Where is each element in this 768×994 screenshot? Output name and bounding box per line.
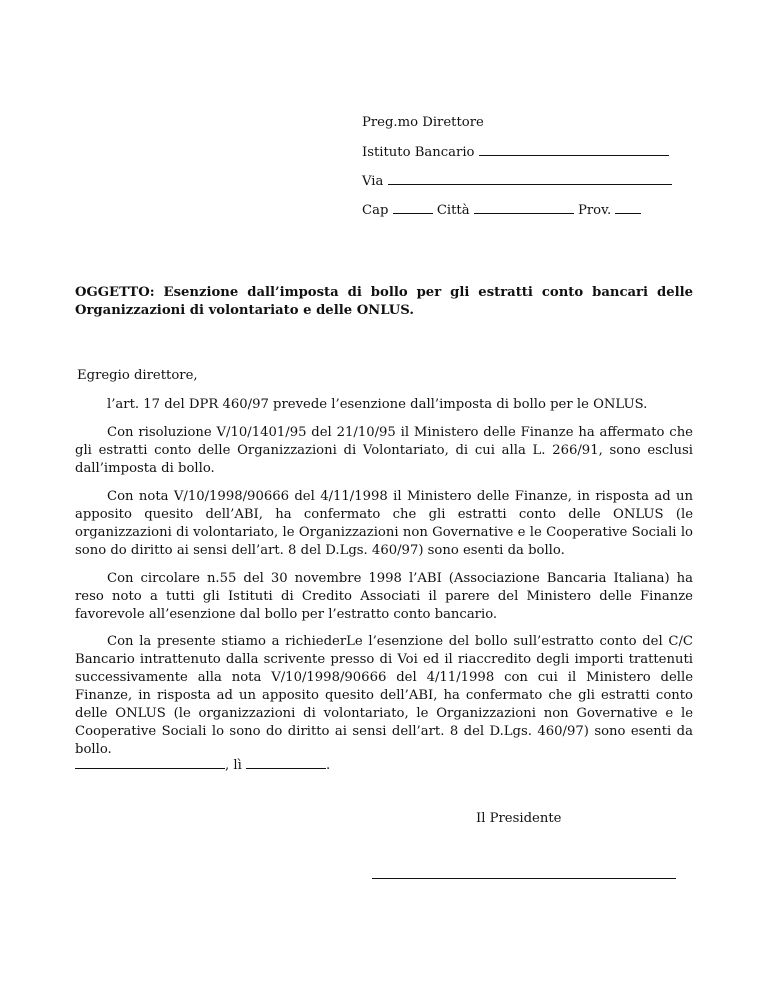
address-line [362, 201, 692, 220]
place-blank [75, 756, 225, 769]
date-suffix: . [326, 758, 331, 773]
body-paragraph: Con risoluzione V/10/1401/95 del 21/10/95 il Ministero delle Finanze ha affermato che gli estratti conto delle Organizzazioni di Volontariato, di cui alla L. 266/91, sono esclusi dall’imposta di bollo. [75, 424, 693, 476]
date-blank [246, 756, 326, 769]
recipient-block [362, 114, 692, 230]
letter-body [75, 396, 693, 769]
bank-label: Istituto Bancario [362, 145, 475, 160]
signatory-title: Il Presidente [476, 811, 562, 826]
prov-blank [615, 201, 641, 214]
place-date-line [75, 756, 330, 775]
prov-label: Prov. [578, 203, 612, 218]
salutation: Egregio direttore, [77, 368, 198, 383]
place-suffix: , lì [225, 758, 242, 773]
cap-blank [393, 201, 433, 214]
city-blank [474, 201, 574, 214]
subject-line: OGGETTO: Esenzione dall’imposta di bollo per gli estratti conto bancari delle Organizzazioni di volontariato e delle ONLUS. [75, 285, 693, 318]
body-paragraph: Con la presente stiamo a richiederLe l’esenzione del bollo sull’estratto conto del C/C Bancario intrattenuto dalla scrivente presso di Voi ed il riaccredito degli importi trattenuti successivamente alla nota V/10/1998/90666 del 4/11/1998 con cui il Ministero delle Finanze, in risposta ad un apposito quesito dell’ABI, ha confermato che gli estratti conto delle ONLUS (le organizzazioni di volontariato, le Organizzazioni non Governative e le Cooperative Sociali lo sono do diritto ai sensi dell’art. 8 del D.Lgs. 460/97) sono esenti da bollo. [75, 634, 693, 758]
cap-label: Cap [362, 203, 389, 218]
street-line [362, 172, 692, 191]
bank-line [362, 143, 692, 162]
city-label: Città [436, 203, 470, 218]
body-paragraph: Con circolare n.55 del 30 novembre 1998 l’ABI (Associazione Bancaria Italiana) ha reso noto a tutti gli Istituti di Credito Associati il parere del Ministero delle Finanze favorevole all’esenzione dal bollo per l’estratto conto bancario. [75, 570, 693, 622]
street-label: Via [362, 174, 384, 189]
signature-line [372, 878, 676, 879]
street-blank [388, 172, 672, 185]
body-paragraph: Con nota V/10/1998/90666 del 4/11/1998 il Ministero delle Finanze, in risposta ad un apposito quesito dell’ABI, ha confermato che gli estratti conto delle ONLUS (le organizzazioni di volontariato, le Organizzazioni non Governative e le Cooperative Sociali lo sono do diritto ai sensi dell’art. 8 del D.Lgs. 460/97) sono esenti da bollo. [75, 488, 693, 558]
recipient-title: Preg.mo Direttore [362, 115, 484, 130]
bank-name-blank [479, 143, 669, 156]
body-paragraph: l’art. 17 del DPR 460/97 prevede l’esenzione dall’imposta di bollo per le ONLUS. [107, 397, 648, 412]
